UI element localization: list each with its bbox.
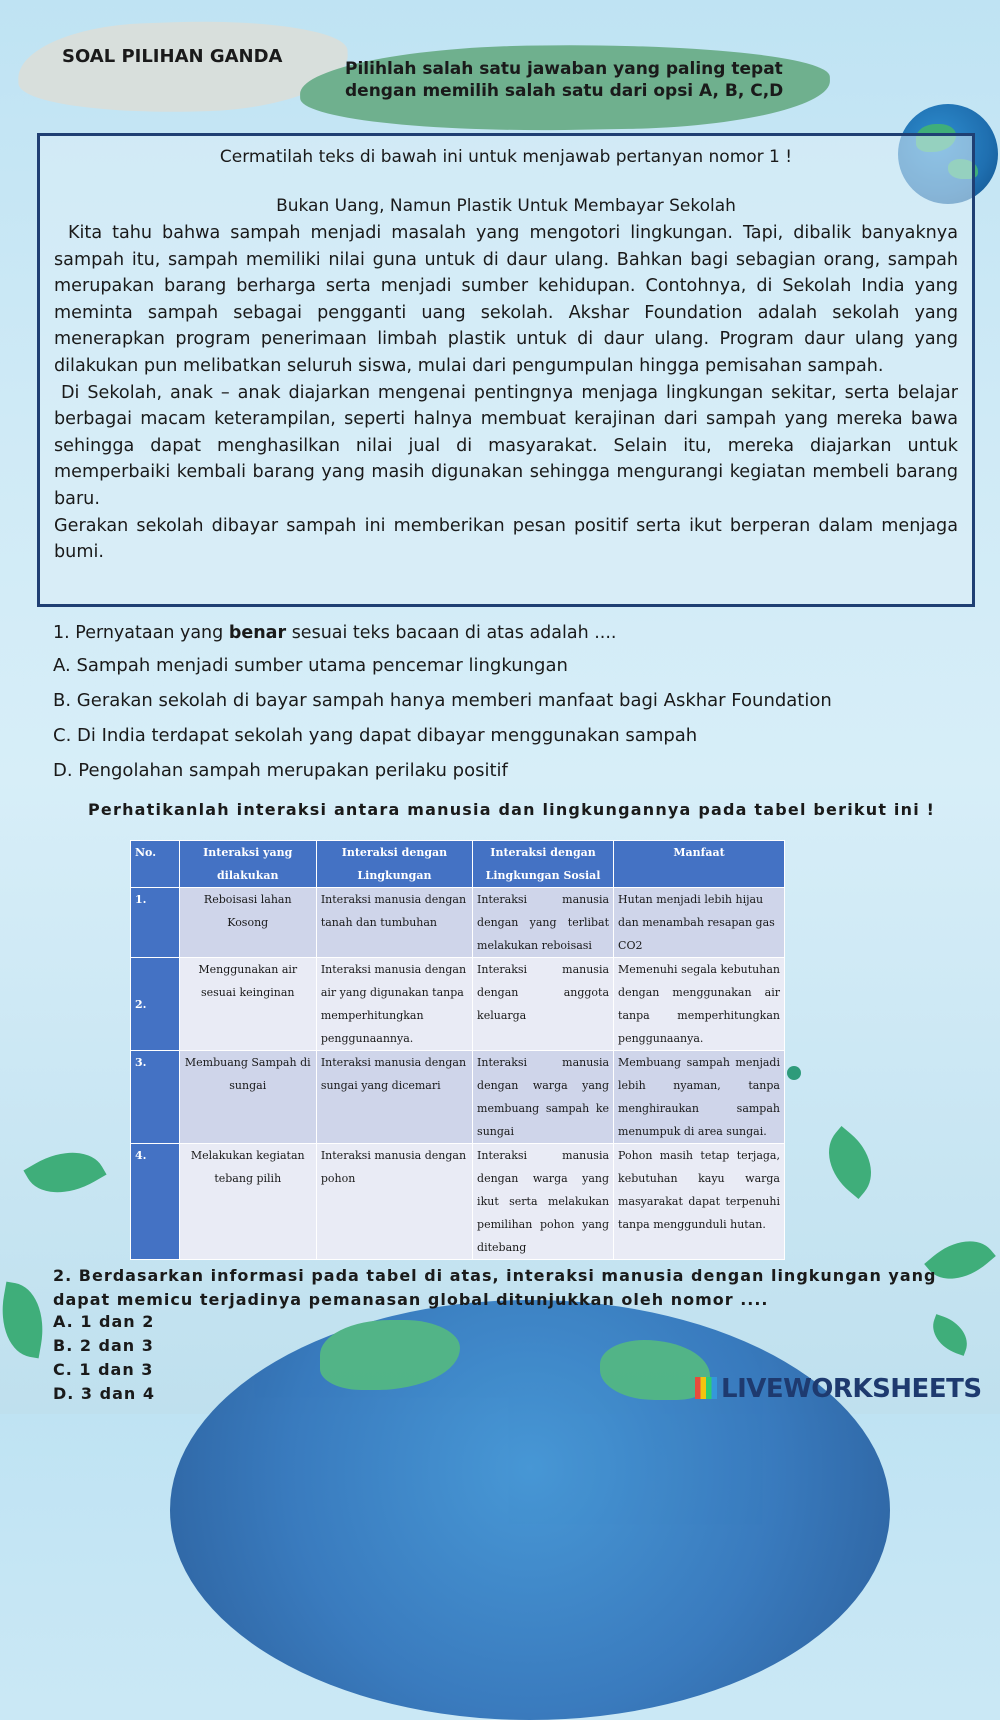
row-env: Interaksi manusia dengan pohon <box>316 1144 472 1260</box>
logo-text: LIVEWORKSHEETS <box>721 1374 982 1404</box>
logo-icon <box>695 1377 717 1399</box>
interaction-table <box>130 840 785 1260</box>
reading-body <box>54 220 958 566</box>
question-2 <box>53 1264 936 1312</box>
q1-option-c[interactable]: C. Di India terdapat sekolah yang dapat dibayar menggunakan sampah <box>53 725 698 746</box>
row-env: Interaksi manusia dengan tanah dan tumbuhan <box>316 888 472 958</box>
header-env: Interaksi dengan Lingkungan <box>316 841 472 888</box>
question-2-line-2: dapat memicu terjadinya pemanasan global ditunjukkan oleh nomor .... <box>53 1290 769 1309</box>
q2-option-c[interactable]: C. 1 dan 3 <box>53 1360 154 1379</box>
q1-option-a[interactable]: A. Sampah menjadi sumber utama pencemar lingkungan <box>53 655 568 676</box>
table-row <box>131 888 785 958</box>
row-action: Menggunakan air sesuai keinginan <box>179 958 316 1051</box>
leaf-icon <box>0 1282 51 1359</box>
instruction-line-1: Pilihlah salah satu jawaban yang paling tepat <box>345 59 783 79</box>
leaf-icon <box>926 1314 974 1356</box>
row-env: Interaksi manusia dengan sungai yang dicemari <box>316 1051 472 1144</box>
reading-title: Bukan Uang, Namun Plastik Untuk Membayar Sekolah <box>276 196 736 216</box>
row-benefit: Memenuhi segala kebutuhan dengan menggunakan air tanpa memperhitungkan penggunaanya. <box>614 958 785 1051</box>
question-1-prefix: 1. Pernyataan yang <box>53 623 229 643</box>
question-1-suffix: sesuai teks bacaan di atas adalah .... <box>286 623 617 643</box>
table-row <box>131 958 785 1051</box>
row-env: Interaksi manusia dengan air yang digunakan tanpa memperhitungkan penggunaannya. <box>316 958 472 1051</box>
table-intro: Perhatikanlah interaksi antara manusia dan lingkungannya pada tabel berikut ini ! <box>88 800 936 819</box>
row-benefit: Hutan menjadi lebih hijau dan menambah resapan gas CO2 <box>614 888 785 958</box>
leaf-icon <box>23 1136 106 1210</box>
table-header-row <box>131 841 785 888</box>
instruction-line-2: dengan memilih salah satu dari opsi A, B, C,D <box>345 81 784 101</box>
row-no: 1. <box>131 888 180 958</box>
row-social: Interaksi manusia dengan yang terlibat melakukan reboisasi <box>473 888 614 958</box>
leaf-icon <box>813 1126 888 1199</box>
question-1-emphasis: benar <box>228 623 287 643</box>
q2-option-b[interactable]: B. 2 dan 3 <box>53 1336 154 1355</box>
row-social: Interaksi manusia dengan warga yang ikut serta melakukan pemilihan pohon yang ditebang <box>473 1144 614 1260</box>
question-2-line-1: 2. Berdasarkan informasi pada tabel di atas, interaksi manusia dengan lingkungan yang <box>53 1266 937 1285</box>
liveworksheets-logo <box>695 1374 982 1404</box>
q2-option-d[interactable]: D. 3 dan 4 <box>53 1384 155 1403</box>
header-social: Interaksi dengan Lingkungan Sosial <box>473 841 614 888</box>
question-1 <box>53 623 617 643</box>
row-action: Reboisasi lahan Kosong <box>179 888 316 958</box>
reading-paragraph-1: Kita tahu bahwa sampah menjadi masalah yang mengotori lingkungan. Tapi, dibalik banyaknya sampah itu, sampah memiliki nilai guna untuk di daur ulang. Bahkan bagi sebagian orang, sampah merupakan barang berharga serta menjadi sumber kehidupan. Contohnya, di Sekolah India yang meminta sampah sebagai pengganti uang sekolah. Akshar Foundation adalah sekolah yang menerapkan program penerimaan limbah plastik untuk di daur ulang. Program daur ulang yang dilakukan pun melibatkan seluruh siswa, mulai dari pengumpulan hingga pemisahan sampah. <box>54 223 958 376</box>
header-no: No. <box>131 841 180 888</box>
q1-option-b[interactable]: B. Gerakan sekolah di bayar sampah hanya memberi manfaat bagi Askhar Foundation <box>53 690 832 711</box>
instruction <box>345 58 783 102</box>
reading-text-box <box>37 133 975 607</box>
table-row <box>131 1144 785 1260</box>
row-no: 3. <box>131 1051 180 1144</box>
header-brush-left <box>17 16 350 117</box>
row-social: Interaksi manusia dengan anggota keluarga <box>473 958 614 1051</box>
row-social: Interaksi manusia dengan warga yang membuang sampah ke sungai <box>473 1051 614 1144</box>
reading-intro: Cermatilah teks di bawah ini untuk menjawab pertanyan nomor 1 ! <box>219 147 793 167</box>
header-benefit: Manfaat <box>614 841 785 888</box>
reading-paragraph-2: Di Sekolah, anak – anak diajarkan mengenai pentingnya menjaga lingkungan sekitar, serta belajar berbagai macam keterampilan, seperti halnya membuat kerajinan dari sampah yang mereka bawa sehingga dapat menghasilkan nilai jual di masyarakat. Selain itu, mereka diajarkan untuk memperbaiki kembali barang yang masih digunakan sehingga mengurangi kegiatan membeli barang baru. <box>54 382 958 509</box>
reading-paragraph-3: Gerakan sekolah dibayar sampah ini memberikan pesan positif serta ikut berperan dalam menjaga bumi. <box>54 515 958 563</box>
row-benefit: Pohon masih tetap terjaga, kebutuhan kayu warga masyarakat dapat terpenuhi tanpa menggunduli hutan. <box>614 1144 785 1260</box>
row-benefit: Membuang sampah menjadi lebih nyaman, tanpa menghiraukan sampah menumpuk di area sungai. <box>614 1051 785 1144</box>
earth-illustration <box>170 1300 890 1720</box>
page-title: SOAL PILIHAN GANDA <box>62 46 283 67</box>
decor-dot <box>787 1066 801 1080</box>
row-action: Membuang Sampah di sungai <box>179 1051 316 1144</box>
table-row <box>131 1051 785 1144</box>
header-action: Interaksi yang dilakukan <box>179 841 316 888</box>
row-action: Melakukan kegiatan tebang pilih <box>179 1144 316 1260</box>
row-no: 4. <box>131 1144 180 1260</box>
q2-option-a[interactable]: A. 1 dan 2 <box>53 1312 155 1331</box>
q1-option-d[interactable]: D. Pengolahan sampah merupakan perilaku positif <box>53 760 508 781</box>
row-no: 2. <box>131 958 180 1051</box>
